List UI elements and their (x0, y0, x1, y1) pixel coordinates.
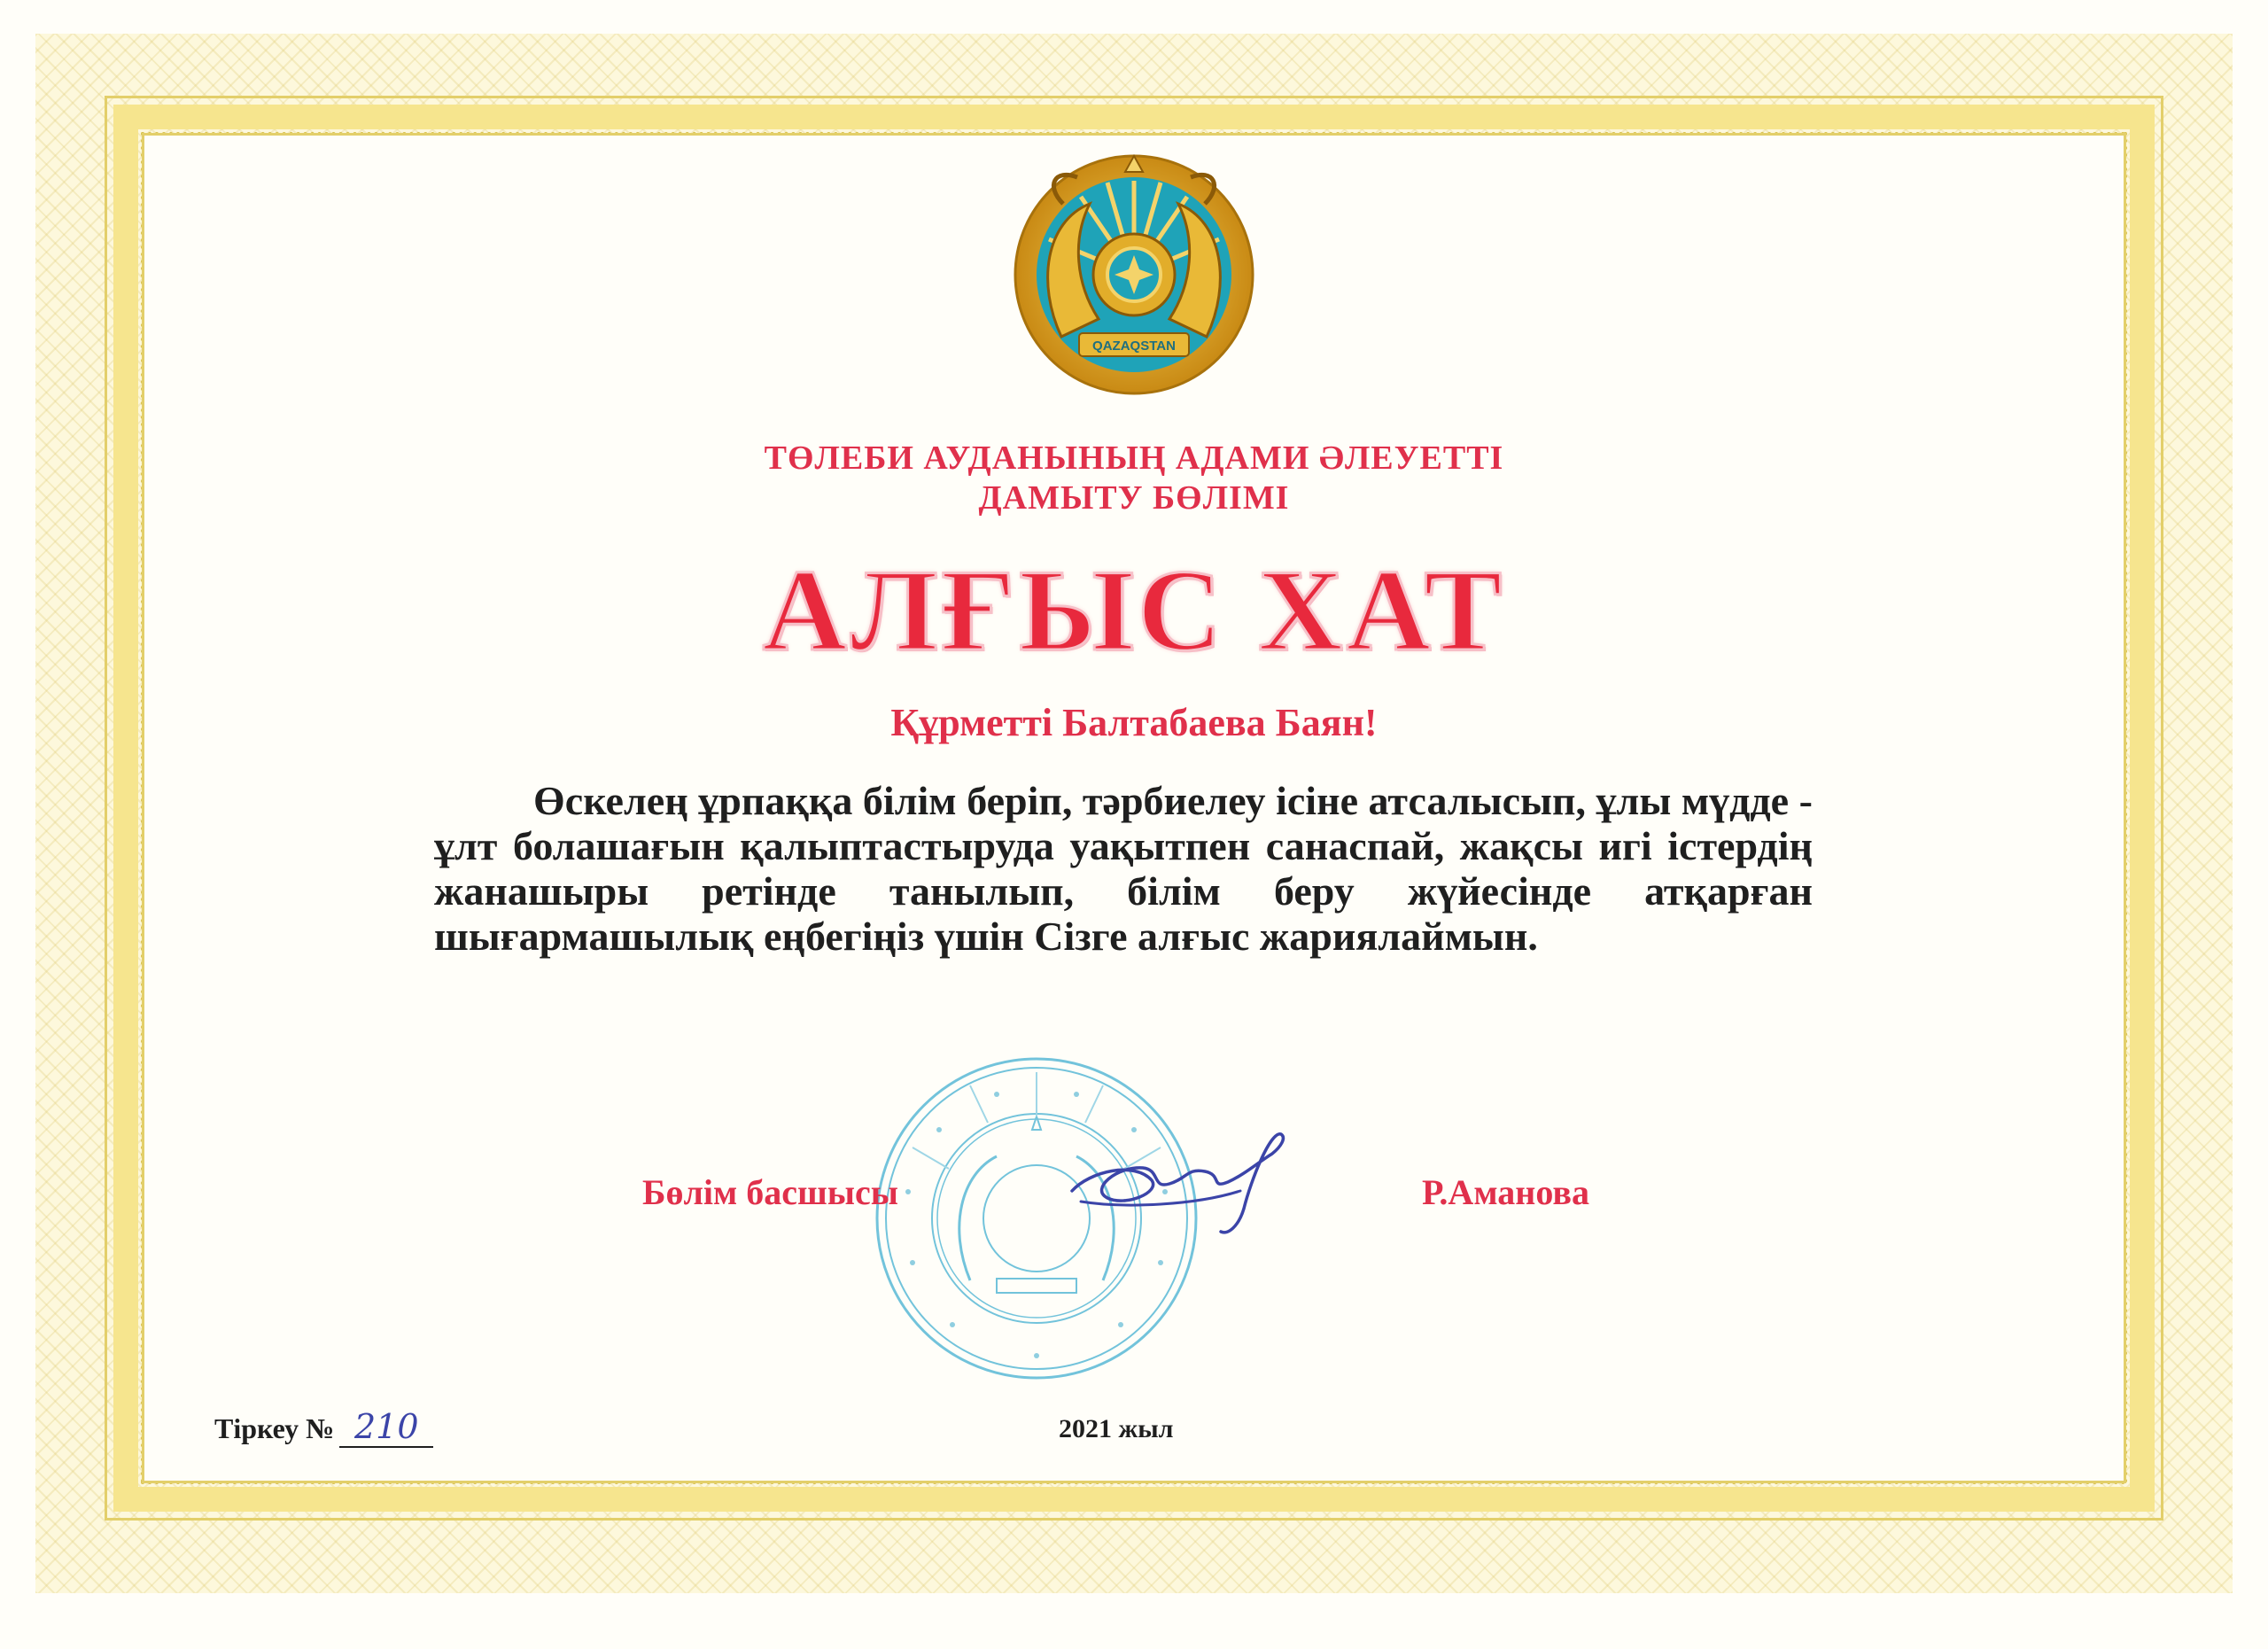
issue-year: 2021 жыл (1059, 1414, 1174, 1443)
registration-label: Тіркеу № (214, 1412, 335, 1444)
organization-name-line1: ТӨЛЕБИ АУДАНЫНЫҢ АДАМИ ӘЛЕУЕТТІ (764, 439, 1504, 477)
signatory-name: Р.Аманова (1422, 1172, 1589, 1212)
registration-number: 210 (339, 1407, 433, 1448)
registration-line (214, 1407, 433, 1448)
letter-body: Өскелең ұрпаққа білім беріп, тәрбиелеу ісіне атсалысып, ұлы мүдде - ұлт болашағын қалыптастыруда уақытпен санаспай, жақсы игі істердің жанашыры ретінде танылып, білім беру жүйесінде атқарған шығармашылық еңбегіңіз үшін Сізге алғыс жариялаймын. (434, 778, 1813, 959)
recipient-greeting: Құрметті Балтабаева Баян! (890, 701, 1378, 744)
state-emblem-icon (1010, 151, 1258, 402)
signatory-title: Бөлім басшысы (642, 1172, 898, 1212)
certificate-title: АЛҒЫС ХАТ (762, 545, 1506, 675)
organization-name-line2: ДАМЫТУ БӨЛІМІ (978, 479, 1290, 517)
handwritten-signature (1054, 1127, 1302, 1241)
emblem-banner-text: QAZAQSTAN (1092, 338, 1176, 354)
